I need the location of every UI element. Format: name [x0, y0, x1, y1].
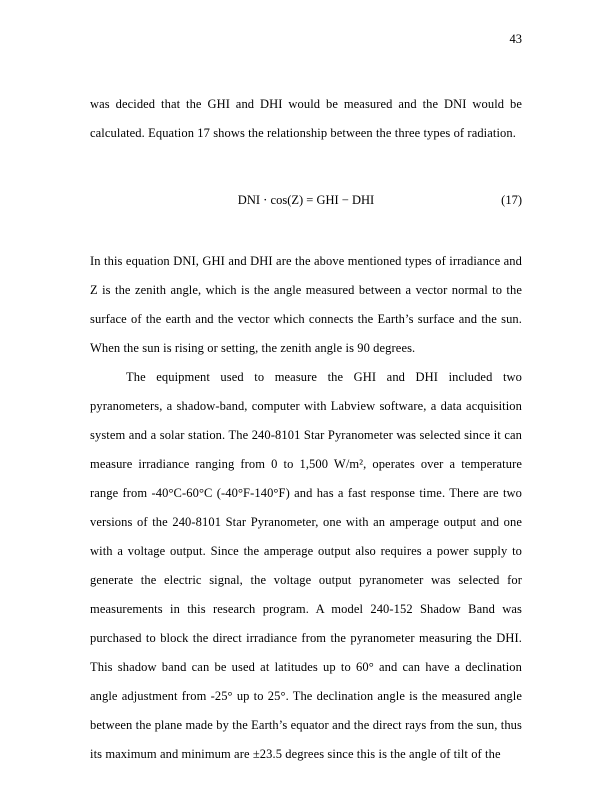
equation-body: DNI ⋅ cos(Z) = GHI − DHI [237, 193, 375, 207]
paragraph-zenith-angle: In this equation DNI, GHI and DHI are the above mentioned types of irradiance and Z is the zenith angle, which is the angle measured between a vector normal to the surface of the earth and the vector which connects the Earth’s surface and the sun. When the sun is rising or setting, the zenith angle is 90 degrees. [90, 254, 522, 355]
equation-block [90, 186, 522, 215]
equation-number: (17) [501, 193, 522, 207]
page-number: 43 [509, 32, 522, 46]
paragraph-equipment-description: The equipment used to measure the GHI and DHI included two pyranometers, a shadow-band, computer with Labview software, a data acquisition system and a solar station. The 240-8101 Star Pyranometer was selected since it can measure irradiance ranging from 0 to 1,500 W/m², operates over a temperature range from -40°C-60°C (-40°F-140°F) and has a fast response time. There are two versions of the 240-8101 Star Pyranometer, one with an amperage output and one with a voltage output. Since the amperage output also requires a power supply to generate the electric signal, the voltage output pyranometer was selected for measurements in this research program. A model 240-152 Shadow Band was purchased to block the direct irradiance from the pyranometer measuring the DHI. This shadow band can be used at latitudes up to 60° and can have a declination angle adjustment from -25° up to 25°. The declination angle is the measured angle between the plane made by the Earth’s equator and the direct rays from the sun, thus its maximum and minimum are ±23.5 degrees since this is the angle of tilt of the [90, 370, 522, 761]
paragraph-measurement-decision: was decided that the GHI and DHI would be measured and the DNI would be calculated. Equation 17 shows the relationship between the three types of radiation. [90, 97, 522, 140]
